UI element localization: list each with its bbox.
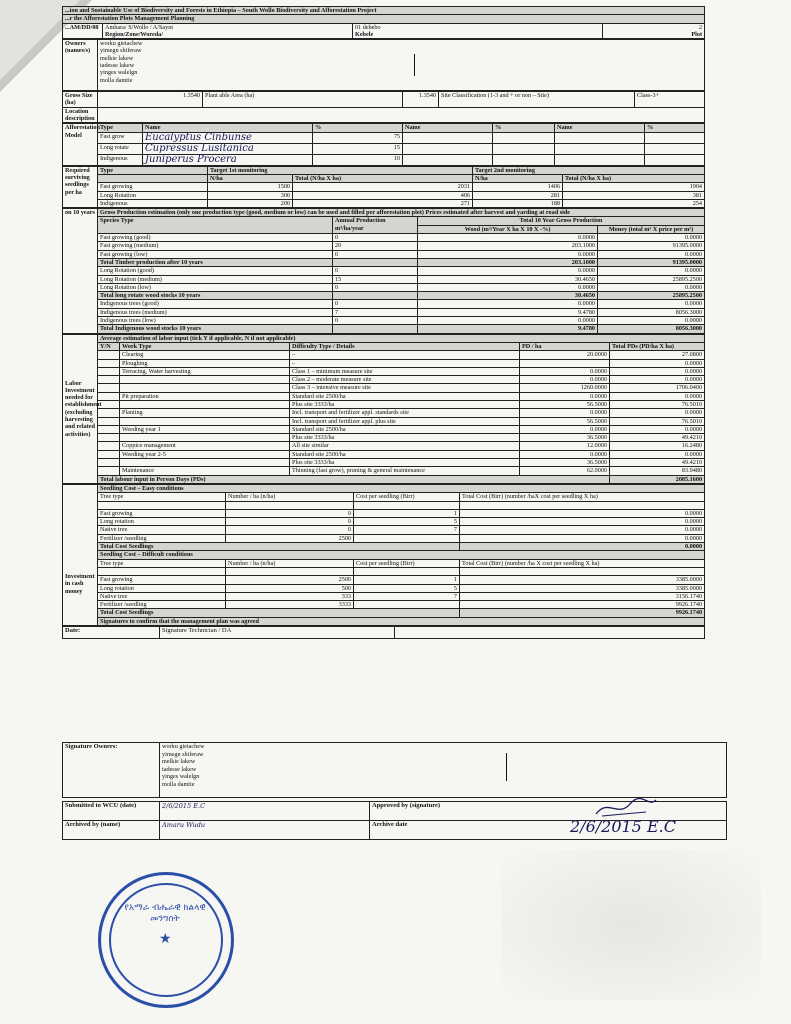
work-type-header: Work Type: [120, 342, 290, 350]
pen-stroke: [506, 753, 507, 781]
difficult-number: 333: [226, 592, 354, 600]
owner-signature-name: yimegn shiferaw: [162, 750, 204, 758]
work-total: 0.0000: [610, 425, 705, 433]
archive-date-label: Archive date: [372, 821, 408, 828]
easy-total: 0.0000: [460, 534, 705, 542]
seedling-n2: 188: [473, 199, 563, 207]
work-type: Ploughing: [120, 359, 290, 367]
difficult-cost: 5: [354, 584, 460, 592]
production-row-name: Fast growing (medium): [98, 242, 333, 250]
production-annual: 0: [333, 267, 418, 275]
seedling-n2: 1406: [473, 183, 563, 191]
difficult-tree-type: Long rotation: [98, 584, 226, 592]
production-wood: 0.0000: [418, 250, 598, 258]
production-annual: 0: [333, 234, 418, 242]
easy-number: 0: [226, 526, 354, 534]
model-type-header: Type: [98, 124, 143, 132]
technician-signature: [395, 627, 705, 639]
seedling-n2: 281: [473, 191, 563, 199]
production-annual: 0: [333, 283, 418, 291]
work-pd: 56.5000: [520, 417, 610, 425]
production-row-name: Long Rotation (medium): [98, 275, 333, 283]
work-total: 16.2480: [610, 442, 705, 450]
production-row-name: Long Rotation (good): [98, 267, 333, 275]
difficult-tree-type: Fast growing: [98, 576, 226, 584]
work-total: 27.0800: [610, 351, 705, 359]
difficult-total: 3385.0000: [460, 584, 705, 592]
approved-label: Approved by (signature): [372, 802, 441, 809]
gross-size-label: Gross Size (ha): [63, 92, 98, 108]
work-detail: Standard site 2500/ha: [290, 392, 520, 400]
work-detail: Standard site 2500/ha: [290, 425, 520, 433]
work-detail: Incl. transport and fertilizer appl. standards site: [290, 409, 520, 417]
production-wood: 0.0000: [418, 283, 598, 291]
seedling-type: Fast growing: [98, 183, 208, 191]
labour-label: Labor Investment needed for establishment (excluding harvesting and related activities): [63, 334, 98, 483]
labour-total-value: 2085.1600: [610, 475, 705, 483]
model-type: Fast grow: [98, 132, 143, 143]
work-type: [120, 459, 290, 467]
difficult-total-value: 9926.1740: [460, 609, 705, 617]
work-total: 83.9480: [610, 467, 705, 475]
work-type: Clearing: [120, 351, 290, 359]
production-money: 0.0000: [598, 300, 705, 308]
difficult-number: 3333: [226, 601, 354, 609]
production-total-wood: 203.1000: [418, 258, 598, 266]
nha-header-2: N/ha: [473, 174, 563, 182]
easy-cost-header: Cost per seedling (Birr): [354, 493, 460, 501]
model-pct: 15: [313, 143, 403, 154]
production-annual: 0: [333, 300, 418, 308]
production-wood: 0.0000: [418, 267, 598, 275]
production-row-name: Long Rotation (low): [98, 283, 333, 291]
archive-date-value: 2/6/2015 E.C: [570, 817, 676, 836]
work-pd: 0.0000: [520, 450, 610, 458]
star-icon: ★: [159, 932, 172, 947]
work-type: Planting: [120, 409, 290, 417]
seedling-easy-table: [62, 484, 705, 626]
work-type: Pit preparation: [120, 392, 290, 400]
easy-total-label: Total Cost Seedlings: [98, 543, 460, 551]
seedlings-type-header: Type: [98, 166, 208, 174]
model-table: [62, 123, 705, 165]
size-table: [62, 91, 705, 123]
difficult-cost: 1: [354, 576, 460, 584]
yn-header: Y/N: [98, 342, 120, 350]
work-pd: 1260.0000: [520, 384, 610, 392]
work-type: [120, 384, 290, 392]
plantable-label: Plant able Area (ha): [203, 92, 403, 108]
difficult-number-header: Number / ha (n/ha): [226, 559, 354, 567]
difficult-total: 3156.1740: [460, 592, 705, 600]
location-value: [98, 107, 705, 123]
site-class-value: Class-3+: [635, 92, 705, 108]
target1-header: Target 1st monitoring: [208, 166, 473, 174]
work-detail: –: [290, 351, 520, 359]
production-total-name: Total Timber production after 10 years: [98, 258, 333, 266]
site-class-label: Site Classification (1-3 and + or non – Site): [439, 92, 635, 108]
work-total: 0.0000: [610, 359, 705, 367]
easy-tree-header: Tree type: [98, 493, 226, 501]
production-total-wood: 9.4780: [418, 325, 598, 333]
wood-header: Wood (m³/Year X ha X 10 X -%): [418, 225, 598, 233]
model-name-header: Name: [143, 124, 313, 132]
production-wood: 30.4650: [418, 275, 598, 283]
production-total-wood: 30.4650: [418, 292, 598, 300]
work-detail: –: [290, 359, 520, 367]
easy-total-header: Total Cost (Birr) (number /haX cost per seedling X ha): [460, 493, 705, 501]
seedling-type: Long Rotation: [98, 191, 208, 199]
model-pct-header-3: %: [645, 124, 705, 132]
seedling-t1: 406: [293, 191, 473, 199]
header-subtitle: ...r the Afforestation Plots Management Planning: [63, 15, 705, 23]
model-label: Afforestation Model: [63, 124, 98, 165]
production-annual: 0: [333, 317, 418, 325]
easy-number: 2500: [226, 534, 354, 542]
production-wood: 203.1000: [418, 242, 598, 250]
work-total: 76.5010: [610, 400, 705, 408]
owner-signature-name: yinges walelgn: [162, 773, 200, 780]
difficult-tree-type: Fertilizer /seedling: [98, 601, 226, 609]
labour-table: [62, 334, 705, 484]
difficult-cost: 7: [354, 592, 460, 600]
signature-block: [62, 742, 726, 840]
difficult-total-header: Total Cost (Birr) (number /ha X cost per seedling X ha): [460, 559, 705, 567]
owner-signature-name: worku gietachew: [162, 743, 205, 750]
easy-number-header: Number / ha (n/ha): [226, 493, 354, 501]
easy-cost: 7: [354, 526, 460, 534]
production-row-name: Indigenous trees (good): [98, 300, 333, 308]
work-detail: Plus site 3333/ha: [290, 434, 520, 442]
plantable-value: 1.3540: [403, 92, 439, 108]
owner-name: yinges walelgn: [100, 69, 138, 77]
work-pd: 0.0000: [520, 425, 610, 433]
owner-signature-name: melkie lakew: [162, 758, 196, 765]
production-money: 0.0000: [598, 283, 705, 291]
pd-header: PD / ha: [520, 342, 610, 350]
production-row-name: Indigenous trees (medium): [98, 308, 333, 316]
model-pct-header: %: [313, 124, 403, 132]
model-species-name: Juniperus Procera: [143, 154, 313, 165]
seedling-t2: 254: [563, 199, 705, 207]
work-total: 0.0000: [610, 409, 705, 417]
easy-cost: 1: [354, 509, 460, 517]
easy-total: 0.0000: [460, 518, 705, 526]
easy-cost: 5: [354, 518, 460, 526]
work-detail: Thinning (fast grow), pruning & general maintenance: [290, 467, 520, 475]
date-table: [62, 626, 705, 639]
owner-signature-name: tadesse lakew: [162, 765, 197, 773]
stamp-text: የአማራ ብሔራዊ ክልላዊ መንግስት: [124, 903, 206, 924]
production-row-name: Fast growing (low): [98, 250, 333, 258]
model-species-name: Eucalyptus Cinbunse: [143, 132, 313, 143]
production-label: on 10 years: [63, 209, 98, 333]
work-pd: 0.0000: [520, 376, 610, 384]
work-detail: Incl. transport and fertilizer appl. plus site: [290, 417, 520, 425]
seedling-t2: 1904: [563, 183, 705, 191]
model-type: Indigenous: [98, 154, 143, 165]
production-total-name: Total Indigenous wood stocks 10 years: [98, 325, 333, 333]
work-pd: 36.5000: [520, 434, 610, 442]
easy-total: 0.0000: [460, 509, 705, 517]
work-total: 49.4210: [610, 459, 705, 467]
seedling-t1: 271: [293, 199, 473, 207]
easy-total-value: 0.0000: [460, 543, 705, 551]
production-wood: 0.0000: [418, 300, 598, 308]
difficulty-header: Difficulty Type / Details: [290, 342, 520, 350]
date-label: Date:: [63, 627, 160, 639]
production-annual: 0: [333, 250, 418, 258]
easy-tree-type: Long rotation: [98, 518, 226, 526]
work-pd: 20.0000: [520, 351, 610, 359]
owner-name: melkie lakew: [100, 54, 134, 62]
owner-name: yimegn shiferaw: [100, 47, 142, 55]
work-pd: 0.0000: [520, 392, 610, 400]
work-type: Weeding year 1: [120, 425, 290, 433]
model-name-header-3: Name: [555, 124, 645, 132]
production-wood: 0.0000: [418, 317, 598, 325]
work-total: 49.4210: [610, 434, 705, 442]
production-money: 0.0000: [598, 267, 705, 275]
work-pd: 36.5000: [520, 459, 610, 467]
owners-table: [62, 39, 705, 91]
signatures-confirm: Signatures to confirm that the management plan was agreed: [98, 617, 705, 625]
owner-name: worku gietachew: [100, 40, 143, 48]
difficult-number: 500: [226, 584, 354, 592]
work-pd: 0.0000: [520, 409, 610, 417]
difficult-total-label: Total Cost Seedlings: [98, 609, 460, 617]
production-row-name: Indigenous trees (low): [98, 317, 333, 325]
easy-cost: [354, 534, 460, 542]
seedling-n1: 300: [208, 191, 293, 199]
work-detail: Class 1 – minimum measure site: [290, 367, 520, 375]
seedling-t1: 2031: [293, 183, 473, 191]
difficult-tree-header: Tree type: [98, 559, 226, 567]
work-total: 76.5010: [610, 417, 705, 425]
region-value: Amhara/ S/Wollo / A/Saynt Region/Zone/Woreda/: [103, 23, 353, 39]
work-total: 1706.0400: [610, 384, 705, 392]
seedling-type: Indigenous: [98, 199, 208, 207]
code-prefix: ...AM/DD/08: [63, 23, 103, 39]
difficult-total: 9926.1740: [460, 601, 705, 609]
submitted-date: 2/6/2015 E.C: [160, 802, 370, 821]
total-header-2: Total (N/ha X ha): [563, 174, 705, 182]
work-total: 0.0000: [610, 367, 705, 375]
technician-label: Signature Technician / DA: [160, 627, 395, 639]
work-total: 0.0000: [610, 392, 705, 400]
production-table: [62, 208, 705, 333]
production-annual: 15: [333, 275, 418, 283]
work-pd: 0.0000: [520, 367, 610, 375]
submitted-label: Submitted to WCU (date): [63, 802, 160, 821]
owners-names: [98, 40, 705, 91]
seedling-t2: 381: [563, 191, 705, 199]
work-pd: [520, 359, 610, 367]
labour-total-label: Total labour input in Person Days (PDs): [98, 475, 610, 483]
work-pd: 56.5000: [520, 400, 610, 408]
production-money: 0.0000: [598, 250, 705, 258]
model-type: Long rotate: [98, 143, 143, 154]
owner-name: tadesse lakew: [100, 62, 135, 70]
difficult-cost: [354, 601, 460, 609]
pen-stroke: [414, 54, 415, 76]
work-type: Maintenance: [120, 467, 290, 475]
production-wood: 0.0000: [418, 234, 598, 242]
difficult-tree-type: Native tree: [98, 592, 226, 600]
seedlings-label: Required surviving seedlings per ha: [63, 166, 98, 207]
production-wood: 9.4780: [418, 308, 598, 316]
production-money: 0.0000: [598, 317, 705, 325]
work-pd: 62.0000: [520, 467, 610, 475]
labour-note: Average estimation of labor input (tick Y if applicable, N if not applicable): [98, 334, 705, 342]
model-name-header-2: Name: [403, 124, 493, 132]
owner-name: molla damtie: [100, 76, 133, 84]
production-annual: 7: [333, 308, 418, 316]
production-money: 0.0000: [598, 234, 705, 242]
total-header: Total (N/ha X ha): [293, 174, 473, 182]
seedling-n1: 1500: [208, 183, 293, 191]
work-total: 0.0000: [610, 450, 705, 458]
work-type: Terracing, Water harvesting: [120, 367, 290, 375]
work-type: [120, 417, 290, 425]
work-detail: Class 2 – moderate measure site: [290, 376, 520, 384]
investment-label: Investment in cash money: [63, 484, 98, 625]
seedling-n1: 200: [208, 199, 293, 207]
production-total-name: Total long rotate wood stocks 10 years: [98, 292, 333, 300]
production-row-name: Fast growing (good): [98, 234, 333, 242]
difficult-total: 3385.0000: [460, 576, 705, 584]
owners-signature-list: [160, 743, 727, 798]
work-type: [120, 376, 290, 384]
paper-smudge: [501, 850, 761, 1000]
work-detail: All site similar: [290, 442, 520, 450]
target2-header: Target 2nd monitoring: [473, 166, 705, 174]
model-pct: 10: [313, 154, 403, 165]
kebele-cell: 01 debebo Kebele: [353, 23, 603, 39]
seedling-easy-title: Seedling Cost – Easy conditions: [98, 484, 705, 492]
easy-tree-type: Native tree: [98, 526, 226, 534]
owners-signature-label: Signature Owners:: [63, 743, 160, 798]
work-detail: Class 3 – intensive measure site: [290, 384, 520, 392]
owner-signature-name: molla damtie: [162, 780, 195, 788]
difficult-cost-header: Cost per seedling (Birr): [354, 559, 460, 567]
owners-label: Owners (names/s): [63, 40, 98, 91]
annual-production-header: Annual Production m³/ha/year: [333, 217, 418, 234]
production-money: 8056.3000: [598, 308, 705, 316]
gross-production-header: Total 10 Year Gross Production: [418, 217, 705, 225]
official-stamp: [98, 872, 234, 1008]
production-total-money: 25895.2500: [598, 292, 705, 300]
archived-name: Amaru Wudu: [160, 821, 370, 840]
easy-number: 0: [226, 518, 354, 526]
easy-tree-type: Fertilizer /seedling: [98, 534, 226, 542]
seedlings-table: [62, 166, 705, 208]
production-total-money: 8056.3000: [598, 325, 705, 333]
header-table: [62, 6, 705, 39]
plot-cell: 2 Plot: [603, 23, 705, 39]
easy-number: 0: [226, 509, 354, 517]
management-plan-form: [62, 6, 704, 639]
location-label: Location description: [63, 107, 98, 123]
model-species-name: Cupressus Lusitanica: [143, 143, 313, 154]
difficult-number: 2500: [226, 576, 354, 584]
production-annual: 20: [333, 242, 418, 250]
production-money: 91395.0000: [598, 242, 705, 250]
work-type: Coppice management: [120, 442, 290, 450]
work-total: 0.0000: [610, 376, 705, 384]
gross-size-value: 1.3540: [98, 92, 203, 108]
header-title: ...ion and Sustainable Use of Biodiversity and Forests in Ethiopia – South Wollo Biodiversity and Afforestation Project: [63, 7, 705, 15]
seedling-difficult-title: Seedling Cost – Difficult conditions: [98, 551, 705, 559]
submission-table: [62, 801, 727, 840]
archive-date-cell: [370, 817, 727, 840]
species-type-header: Species Type: [98, 217, 333, 234]
production-money: 25895.2500: [598, 275, 705, 283]
work-type: [120, 400, 290, 408]
model-pct: 75: [313, 132, 403, 143]
easy-total: 0.0000: [460, 526, 705, 534]
work-type: [120, 434, 290, 442]
production-total-money: 91395.0000: [598, 258, 705, 266]
work-type: Weeding year 2-5: [120, 450, 290, 458]
owners-signature-table: [62, 742, 727, 798]
total-pd-header: Total PDs (PD/ha X ha): [610, 342, 705, 350]
work-detail: Plus site 3333/ha: [290, 400, 520, 408]
work-pd: 12.0000: [520, 442, 610, 450]
work-detail: Standard site 2500/ha: [290, 450, 520, 458]
nha-header: N/ha: [208, 174, 293, 182]
easy-tree-type: Fast growing: [98, 509, 226, 517]
money-header: Money (total m³ X price per m³): [598, 225, 705, 233]
production-note: Gross Production estimation (only one production type (good, medium or low) can be used and filled per afforestation plot) Prices estimated after harvest and yarding at road side: [98, 209, 705, 217]
model-pct-header-2: %: [493, 124, 555, 132]
work-detail: Plus site 3333/ha: [290, 459, 520, 467]
archived-label: Archived by (name): [63, 821, 160, 840]
